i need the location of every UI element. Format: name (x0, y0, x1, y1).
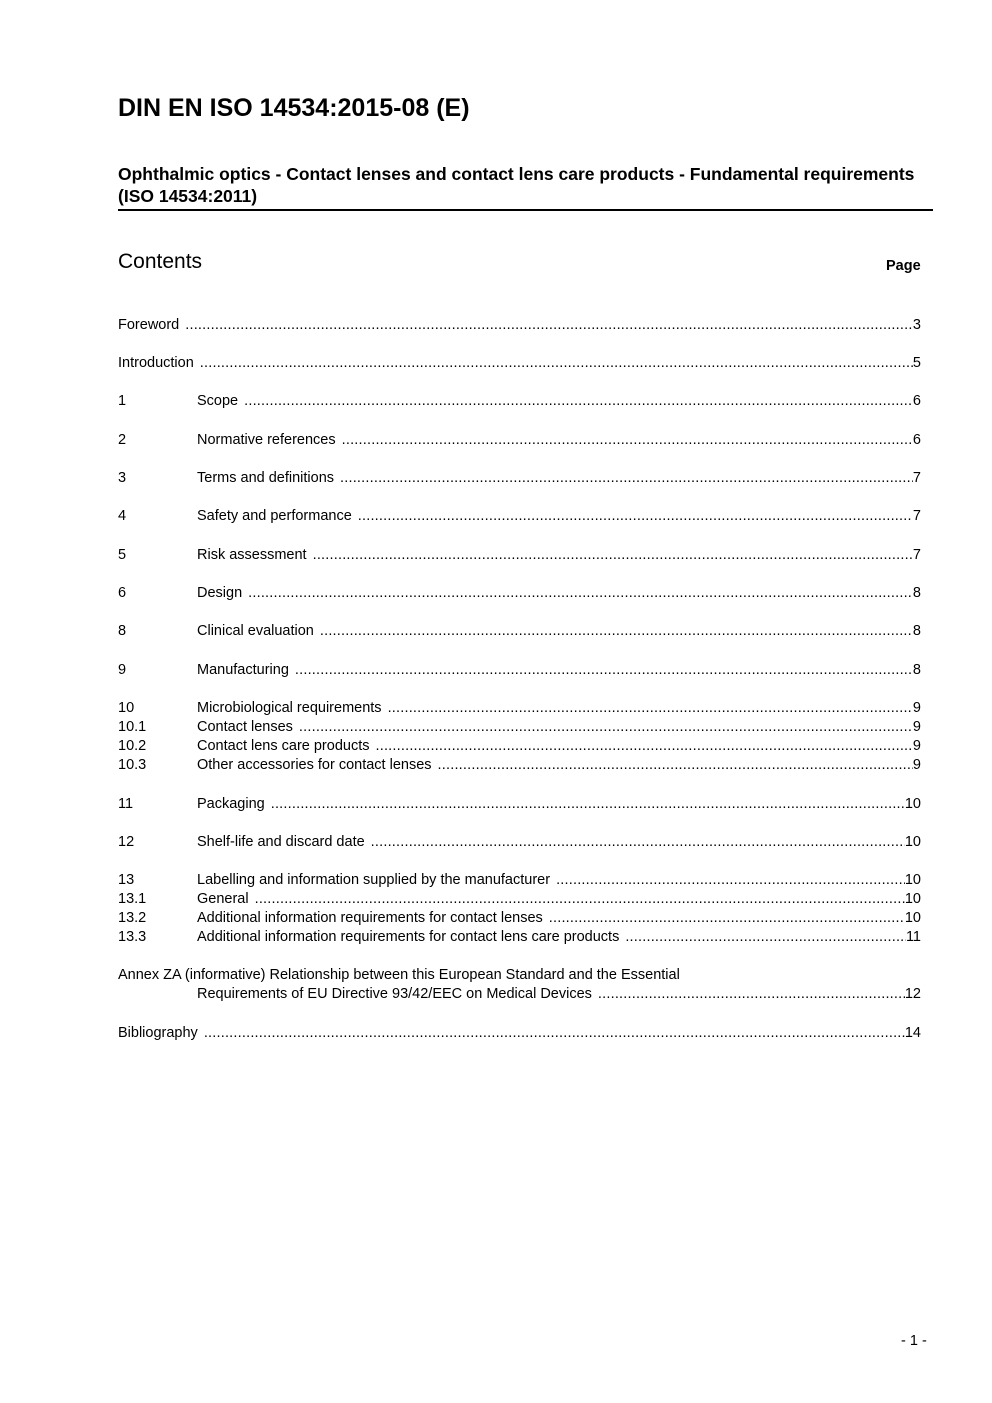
toc-entry-annex-za[interactable] (118, 985, 921, 1004)
toc-entry-number: 5 (118, 547, 127, 563)
toc-entry-title: Manufacturing (197, 662, 289, 678)
toc-entry-page: 5 (912, 355, 921, 371)
toc-leader-dots (340, 469, 913, 488)
toc-entry-general[interactable] (118, 890, 921, 909)
toc-leader-dots (438, 756, 913, 775)
toc-leader-dots (371, 833, 905, 852)
toc-entry-foreword[interactable] (118, 316, 921, 335)
toc-entry-labelling[interactable] (118, 871, 921, 890)
toc-entry-clinical-evaluation[interactable] (118, 622, 921, 641)
toc-entry-number: 8 (118, 623, 127, 639)
toc-entry-page: 3 (912, 317, 921, 333)
title-rule-divider (118, 209, 933, 211)
document-standard-id: DIN EN ISO 14534:2015-08 (E) (118, 94, 470, 122)
toc-entry-number: 11 (118, 796, 134, 812)
toc-entry-page: 10 (904, 872, 921, 888)
toc-leader-dots (299, 718, 913, 737)
toc-annex-title-line1[interactable]: Annex ZA (informative) Relationship between this European Standard and the Essential (118, 967, 680, 983)
toc-entry-other-accessories[interactable] (118, 756, 921, 775)
toc-entry-packaging[interactable] (118, 795, 921, 814)
toc-entry-title: Other accessories for contact lenses (197, 757, 432, 773)
toc-entry-page: 12 (904, 986, 921, 1002)
toc-entry-title: Normative references (197, 432, 336, 448)
toc-entry-number: 10.3 (118, 757, 147, 773)
toc-entry-number: 9 (118, 662, 127, 678)
toc-entry-title: General (197, 891, 249, 907)
toc-entry-number: 2 (118, 432, 127, 448)
toc-entry-additional-info-contact-lenses[interactable] (118, 909, 921, 928)
toc-leader-dots (342, 431, 913, 450)
toc-leader-dots (185, 316, 913, 335)
toc-leader-dots (549, 909, 905, 928)
toc-entry-title: Shelf-life and discard date (197, 834, 365, 850)
toc-entry-page: 8 (912, 662, 921, 678)
toc-leader-dots (358, 507, 913, 526)
toc-leader-dots (556, 871, 905, 890)
toc-entry-title: Labelling and information supplied by the manufacturer (197, 872, 551, 888)
toc-entry-page: 7 (912, 547, 921, 563)
toc-entry-manufacturing[interactable] (118, 661, 921, 680)
toc-entry-page: 7 (912, 470, 921, 486)
toc-leader-dots (271, 795, 905, 814)
toc-leader-dots (248, 584, 913, 603)
toc-leader-dots (200, 354, 913, 373)
toc-entry-page: 9 (912, 719, 921, 735)
page-column-label: Page (886, 258, 921, 274)
toc-entry-title: Introduction (118, 355, 194, 371)
toc-entry-shelf-life[interactable] (118, 833, 921, 852)
toc-leader-dots (598, 985, 905, 1004)
toc-entry-page: 6 (912, 432, 921, 448)
toc-leader-dots (204, 1024, 905, 1043)
toc-entry-page: 14 (904, 1025, 921, 1041)
toc-entry-number: 12 (118, 834, 135, 850)
toc-entry-title: Contact lens care products (197, 738, 370, 754)
toc-entry-title: Microbiological requirements (197, 700, 382, 716)
toc-entry-number: 13.1 (118, 891, 147, 907)
toc-entry-title: Safety and performance (197, 508, 352, 524)
footer-page-number: - 1 - (901, 1333, 927, 1349)
toc-entry-bibliography[interactable] (118, 1024, 921, 1043)
toc-entry-number: 10.1 (118, 719, 147, 735)
toc-entry-number: 13 (118, 872, 135, 888)
toc-entry-scope[interactable] (118, 392, 921, 411)
toc-entry-risk-assessment[interactable] (118, 546, 921, 565)
toc-entry-number: 10 (118, 700, 135, 716)
toc-entry-number: 1 (118, 393, 127, 409)
contents-heading: Contents (118, 250, 203, 273)
toc-leader-dots (375, 737, 912, 756)
toc-entry-number: 6 (118, 585, 127, 601)
toc-entry-normative-references[interactable] (118, 431, 921, 450)
toc-leader-dots (313, 546, 913, 565)
toc-entry-page: 10 (904, 834, 921, 850)
toc-entry-additional-info-care-products[interactable] (118, 928, 921, 947)
toc-entry-design[interactable] (118, 584, 921, 603)
toc-entry-number: 3 (118, 470, 127, 486)
toc-entry-title: Requirements of EU Directive 93/42/EEC on Medical Devices (197, 986, 592, 1002)
toc-leader-dots (255, 890, 905, 909)
toc-entry-page: 9 (912, 757, 921, 773)
toc-entry-page: 6 (912, 393, 921, 409)
document-title: Ophthalmic optics - Contact lenses and contact lens care products - Fundamental requirements (ISO 14534:2011) (118, 164, 915, 206)
toc-leader-dots (244, 392, 913, 411)
toc-entry-contact-lens-care-products[interactable] (118, 737, 921, 756)
toc-entry-title: Additional information requirements for contact lenses (197, 910, 543, 926)
toc-entry-title: Scope (197, 393, 239, 409)
toc-entry-number: 10.2 (118, 738, 147, 754)
toc-entry-page: 8 (912, 585, 921, 601)
toc-entry-introduction[interactable] (118, 354, 921, 373)
toc-entry-page: 10 (904, 891, 921, 907)
toc-entry-title: Risk assessment (197, 547, 307, 563)
toc-leader-dots (388, 699, 913, 718)
toc-leader-dots (625, 928, 906, 947)
toc-entry-page: 9 (912, 738, 921, 754)
toc-entry-terms-and-definitions[interactable] (118, 469, 921, 488)
toc-leader-dots (320, 622, 913, 641)
toc-entry-page: 10 (904, 796, 921, 812)
toc-entry-title: Foreword (118, 317, 180, 333)
toc-entry-contact-lenses[interactable] (118, 718, 921, 737)
toc-entry-number: 13.3 (118, 929, 147, 945)
toc-entry-title: Packaging (197, 796, 265, 812)
toc-entry-title: Terms and definitions (197, 470, 335, 486)
toc-entry-page: 11 (905, 929, 921, 945)
toc-entry-title: Additional information requirements for contact lens care products (197, 929, 620, 945)
toc-entry-page: 9 (912, 700, 921, 716)
toc-entry-page: 7 (912, 508, 921, 524)
toc-entry-page: 10 (904, 910, 921, 926)
toc-entry-microbiological-requirements[interactable] (118, 699, 921, 718)
toc-entry-number: 4 (118, 508, 127, 524)
toc-leader-dots (295, 661, 913, 680)
toc-entry-number: 13.2 (118, 910, 147, 926)
toc-entry-safety-and-performance[interactable] (118, 507, 921, 526)
toc-entry-title: Clinical evaluation (197, 623, 314, 639)
toc-entry-title: Design (197, 585, 243, 601)
toc-entry-title: Bibliography (118, 1025, 198, 1041)
toc-entry-title: Contact lenses (197, 719, 293, 735)
toc-entry-page: 8 (912, 623, 921, 639)
